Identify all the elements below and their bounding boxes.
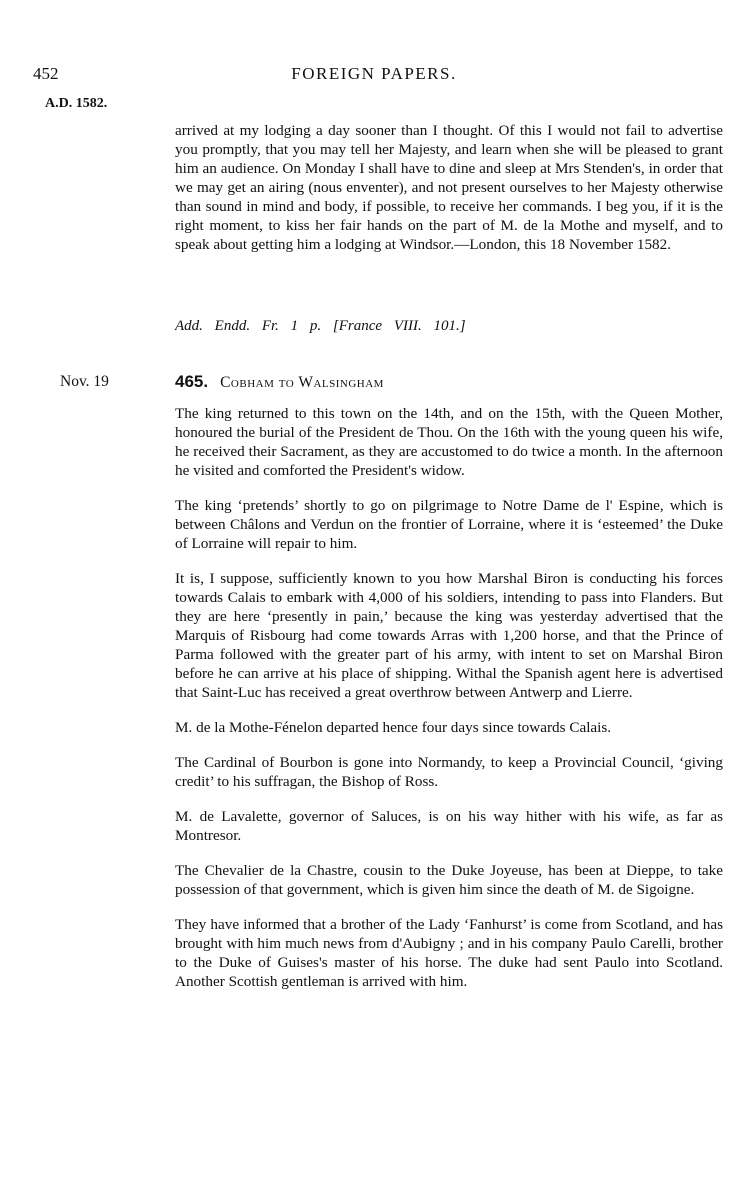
- entry-title: Cobham to Walsingham: [220, 374, 384, 391]
- running-head: FOREIGN PAPERS.: [291, 64, 457, 83]
- entry-heading: [175, 372, 384, 392]
- letter-paragraph: M. de Lavalette, governor of Saluces, is on his way hither with his wife, as far as Montresor.: [175, 808, 723, 844]
- margin-year: A.D. 1582.: [45, 96, 108, 111]
- endorsement: Add. Endd. Fr. 1 p. [France VIII. 101.]: [175, 318, 466, 334]
- letter-paragraph: It is, I suppose, sufficiently known to you how Marshal Biron is conducting his forces towards Calais to embark with 4,000 of his soldiers, intending to pass into Flanders. But they are here ‘presently in pain,’ because the king was yesterday advertised that the Marquis of Risbourg had come towards Arras with 1,200 horse, and that the Prince of Parma followed with the greater part of his army, with intent to set on Marshal Biron before he can arrive at his place of shipping. Withal the Spanish agent here is advertised that Saint-Luc has received a great overthrow between Antwerp and Lierre.: [175, 570, 723, 701]
- continuation-text: arrived at my lodging a day sooner than I thought. Of this I would not fail to advertise you promptly, that you may tell her Majesty, and learn when she will be pleased to grant him an audience. On Monday I shall have to dine and sleep at Mrs Stenden's, in order that we may get an airing (nous enventer), and not present ourselves to her Majesty otherwise than sound in mind and body, if possible, to receive her commands. I beg you, if it is the right moment, to kiss her fair hands on the part of M. de la Mothe and myself, and to speak about getting him a lodging at Windsor.—London, this 18 November 1582.: [175, 122, 723, 253]
- entry-date: Nov. 19: [60, 373, 109, 390]
- letter-body: [175, 404, 723, 1007]
- letter-paragraph: The Chevalier de la Chastre, cousin to the Duke Joyeuse, has been at Dieppe, to take possession of that government, which is given him since the death of M. de Sigoigne.: [175, 862, 723, 898]
- letter-paragraph: They have informed that a brother of the Lady ‘Fanhurst’ is come from Scotland, and has brought with him much news from d'Aubigny ; and in his company Paulo Carelli, brother to the Duke of Guises's master of his horse. The duke had sent Paulo into Scotland. Another Scottish gentleman is arrived with him.: [175, 916, 723, 990]
- letter-paragraph: M. de la Mothe-Fénelon departed hence four days since towards Calais.: [175, 719, 612, 736]
- page-number: 452: [33, 64, 59, 83]
- letter-paragraph: The king ‘pretends’ shortly to go on pilgrimage to Notre Dame de l' Espine, which is between Châlons and Verdun on the frontier of Lorraine, where it is ‘esteemed’ the Duke of Lorraine will repair to him.: [175, 497, 723, 552]
- letter-paragraph: The Cardinal of Bourbon is gone into Normandy, to keep a Provincial Council, ‘giving credit’ to his suffragan, the Bishop of Ross.: [175, 754, 723, 790]
- letter-paragraph: The king returned to this town on the 14th, and on the 15th, with the Queen Mother, honoured the burial of the President de Thou. On the 16th with the young queen his wife, he received their Sacrament, as they are accustomed to do twice a month. In the afternoon he visited and comforted the President's widow.: [175, 405, 723, 479]
- entry-number: 465.: [175, 372, 209, 391]
- continuation-paragraph: [175, 121, 723, 254]
